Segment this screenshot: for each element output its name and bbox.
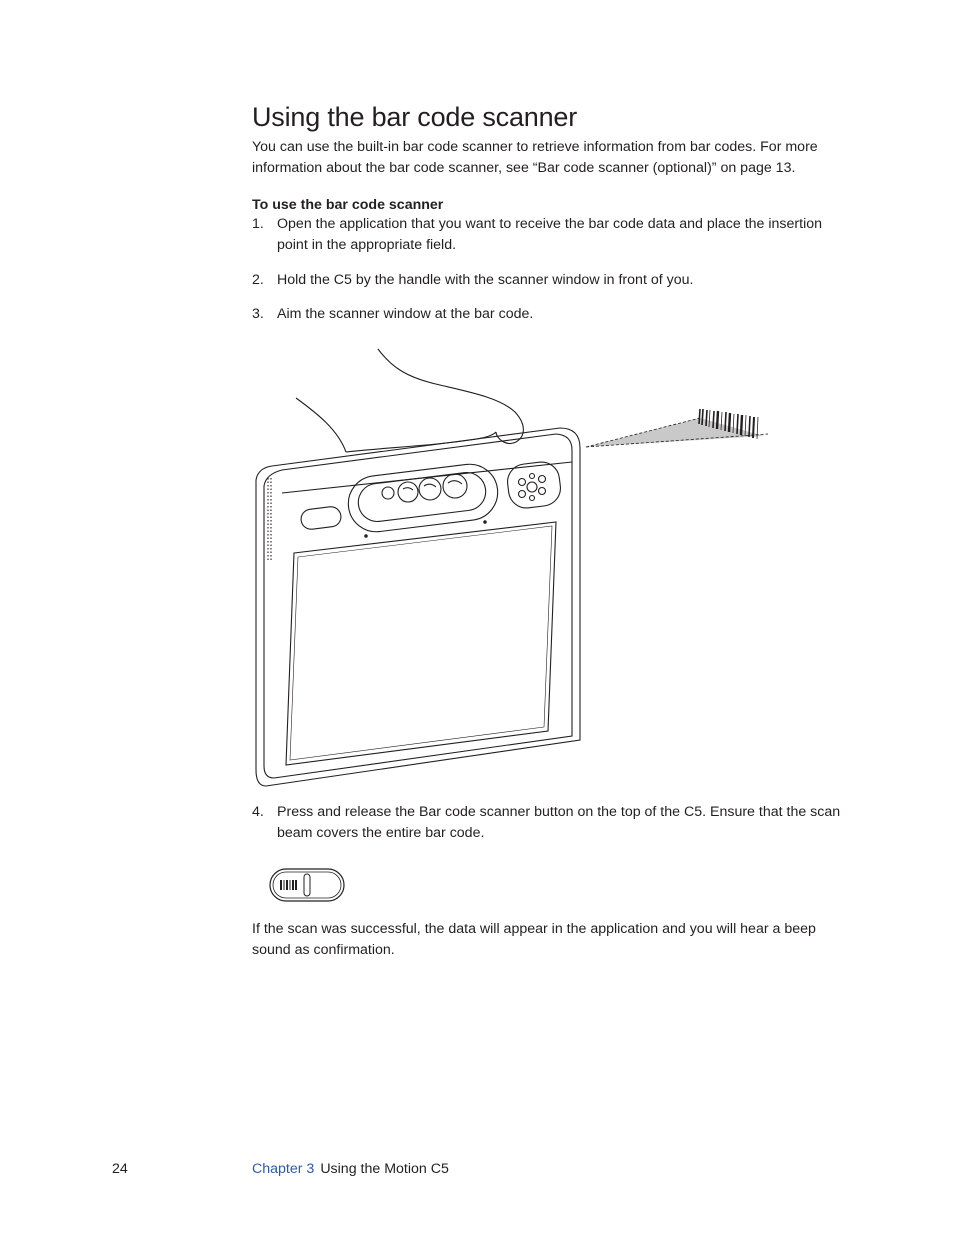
tablet-device [256,428,580,786]
page-title: Using the bar code scanner [252,102,577,132]
step-number: 3. [252,306,264,322]
hand-illustration [296,349,523,452]
footer-page-number: 24 [112,1161,128,1177]
tablet-scanning-illustration [250,345,775,790]
barcode-scanner-button-icon [269,868,345,902]
step-number: 2. [252,272,264,288]
step-2 [252,270,852,291]
step-text: Open the application that you want to receive the bar code data and place the insertion point in the appropriate field. [277,216,823,253]
step-1 [252,214,852,256]
step-number: 4. [252,804,264,820]
step-text: Press and release the Bar code scanner button on the top of the C5. Ensure that the scan beam covers the entire bar code. [277,804,841,841]
procedure-heading: To use the bar code scanner [252,197,444,213]
step-text: Hold the C5 by the handle with the scanner window in front of you. [277,272,694,288]
footer-chapter-title: Using the Motion C5 [320,1161,449,1177]
footer-chapter [252,1161,449,1177]
step-number: 1. [252,216,264,232]
step-3 [252,304,852,325]
result-paragraph: If the scan was successful, the data will appear in the application and you will hear a beep sound as confirmation. [252,921,816,958]
intro-paragraph: You can use the built-in bar code scanner to retrieve information from bar codes. For more information about the bar code scanner, see “Bar code scanner (optional)” on page 13. [252,139,818,176]
footer-chapter-link[interactable]: Chapter 3 [252,1161,315,1177]
step-text: Aim the scanner window at the bar code. [277,306,534,322]
step-4 [252,802,852,844]
